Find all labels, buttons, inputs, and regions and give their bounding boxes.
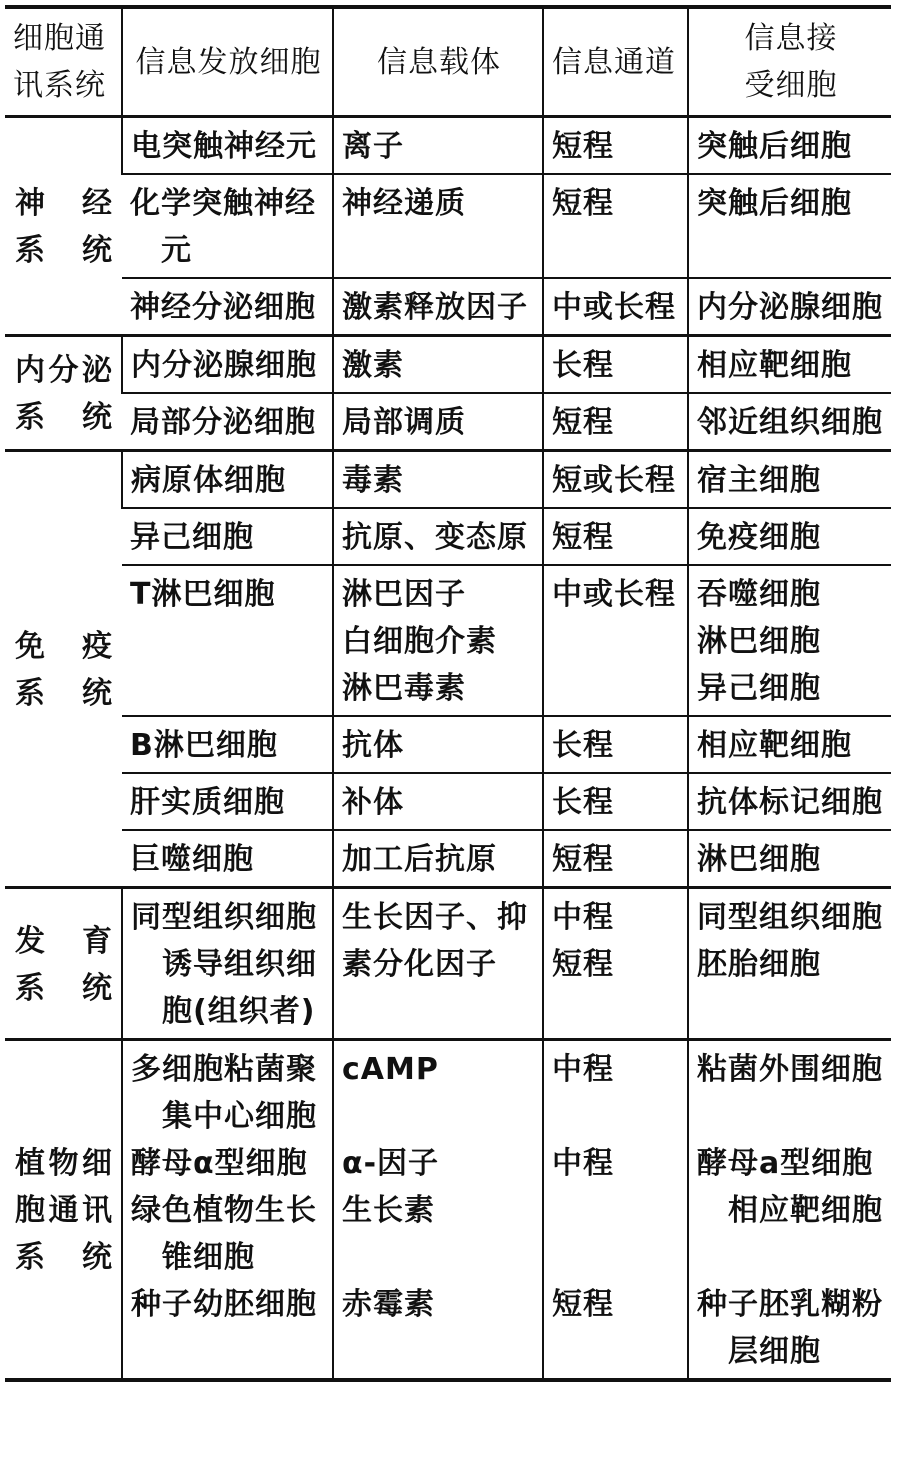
channel-line: 中程	[552, 1146, 614, 1181]
receiver-line: 淋巴细胞	[697, 842, 821, 877]
carrier-line: 生长因子、抑	[342, 900, 528, 935]
channel-line: 长程	[552, 348, 614, 383]
sender-cell	[122, 508, 333, 565]
receiver-line: 免疫细胞	[697, 520, 821, 555]
receiver-line: 相应靶细胞	[697, 1193, 883, 1228]
sender-line: 集中心细胞	[131, 1099, 317, 1134]
table-row	[5, 508, 891, 565]
sender-line: B淋巴细胞	[130, 728, 278, 763]
system-name-line: 胞通讯	[15, 1193, 113, 1228]
channel-line: 短程	[552, 520, 614, 555]
sender-line: 化学突触神经	[130, 186, 316, 221]
carrier-line: 神经递质	[342, 186, 466, 221]
receiver-cell	[688, 278, 891, 336]
sender-line: 内分泌腺细胞	[131, 348, 317, 383]
carrier-cell	[333, 508, 543, 565]
channel-line	[552, 1093, 681, 1140]
receiver-line: 酵母a型细胞	[697, 1146, 874, 1181]
sender-line: 病原体细胞	[131, 463, 286, 498]
channel-line: 中程	[552, 900, 614, 935]
header-sender	[122, 7, 333, 117]
system-name-line: 系 统	[15, 1240, 113, 1275]
header-receiver	[688, 7, 891, 117]
sender-line: 神经分泌细胞	[130, 290, 316, 325]
table-row	[5, 278, 891, 336]
system-name-line: 系 统	[15, 970, 113, 1006]
carrier-line: 淋巴毒素	[342, 671, 466, 706]
header-system-line: 讯系统	[13, 68, 106, 103]
carrier-line: 激素	[342, 348, 404, 383]
sender-line: 诱导组织细	[131, 947, 317, 982]
receiver-line: 相应靶细胞	[697, 348, 852, 383]
carrier-cell	[333, 773, 543, 830]
table-row	[5, 174, 891, 278]
receiver-cell	[688, 451, 891, 509]
carrier-line	[342, 1093, 536, 1140]
receiver-cell	[688, 174, 891, 278]
channel-line: 中或长程	[552, 290, 676, 325]
document	[5, 5, 891, 1382]
receiver-line: 相应靶细胞	[697, 728, 852, 763]
sender-cell	[122, 773, 333, 830]
sender-line: 种子幼胚细胞	[131, 1287, 317, 1322]
header-system-line: 细胞通	[13, 21, 106, 56]
receiver-line: 突触后细胞	[697, 186, 852, 221]
sender-line: 锥细胞	[131, 1240, 255, 1275]
channel-line: 短程	[552, 405, 614, 440]
table-row	[5, 773, 891, 830]
channel-line: 短程	[552, 947, 614, 982]
system-name-line: 植物细	[15, 1146, 113, 1181]
receiver-line: 淋巴细胞	[697, 624, 821, 659]
carrier-line: 白细胞介素	[342, 624, 497, 659]
sender-cell	[122, 174, 333, 278]
system-name-cell	[5, 117, 122, 336]
channel-line: 短程	[552, 186, 614, 221]
sender-cell	[122, 1040, 333, 1381]
channel-cell	[543, 451, 688, 509]
header-system	[5, 7, 122, 117]
carrier-cell	[333, 278, 543, 336]
receiver-line: 胚胎细胞	[697, 947, 821, 982]
system-name-line: 系 统	[15, 400, 113, 435]
receiver-line: 抗体标记细胞	[697, 785, 883, 820]
channel-cell	[543, 336, 688, 394]
system-name-line: 发 育	[15, 923, 113, 959]
sender-cell	[122, 451, 333, 509]
receiver-line: 层细胞	[697, 1334, 821, 1369]
carrier-line	[342, 1234, 536, 1281]
system-name-line: 免 疫	[15, 629, 113, 664]
sender-cell	[122, 565, 333, 716]
carrier-cell	[333, 888, 543, 1040]
sender-line: 肝实质细胞	[130, 785, 285, 820]
header-receiver-line: 信息接	[744, 21, 838, 56]
carrier-line: 加工后抗原	[342, 842, 497, 877]
carrier-line: 离子	[342, 129, 404, 164]
carrier-cell	[333, 117, 543, 175]
table-body	[5, 117, 891, 1381]
channel-line: 长程	[552, 728, 614, 763]
channel-cell	[543, 888, 688, 1040]
channel-line	[552, 1234, 681, 1281]
header-row	[5, 7, 891, 117]
sender-cell	[122, 888, 333, 1040]
system-name-cell	[5, 336, 122, 451]
header-carrier	[333, 7, 543, 117]
sender-cell	[122, 393, 333, 451]
system-name-cell	[5, 1040, 122, 1381]
sender-line: 绿色植物生长	[131, 1193, 317, 1228]
channel-cell	[543, 174, 688, 278]
system-name-cell	[5, 888, 122, 1040]
table-row	[5, 716, 891, 773]
sender-line: T淋巴细胞	[130, 577, 276, 612]
sender-cell	[122, 336, 333, 394]
table-row	[5, 393, 891, 451]
sender-line: 异己细胞	[130, 520, 254, 555]
receiver-line: 吞噬细胞	[697, 577, 821, 612]
system-name-line: 内分泌	[15, 353, 113, 388]
sender-cell	[122, 716, 333, 773]
receiver-cell	[688, 565, 891, 716]
table-row	[5, 336, 891, 394]
channel-cell	[543, 830, 688, 888]
receiver-line: 内分泌腺细胞	[697, 290, 883, 325]
channel-cell	[543, 117, 688, 175]
channel-line: 中程	[552, 1052, 614, 1087]
system-name-cell	[5, 451, 122, 888]
receiver-line: 同型组织细胞	[697, 900, 883, 935]
channel-line: 短程	[552, 1287, 614, 1322]
carrier-line: 局部调质	[342, 405, 466, 440]
header-channel	[543, 7, 688, 117]
channel-cell	[543, 773, 688, 830]
carrier-line: 激素释放因子	[342, 290, 528, 325]
carrier-line: 生长素	[342, 1193, 435, 1228]
carrier-cell	[333, 1040, 543, 1381]
table-row	[5, 117, 891, 175]
sender-line: 电突触神经元	[131, 129, 317, 164]
system-name-line: 系 统	[15, 676, 113, 711]
sender-cell	[122, 278, 333, 336]
channel-line: 短程	[552, 129, 614, 164]
channel-line: 中或长程	[552, 577, 676, 612]
carrier-cell	[333, 716, 543, 773]
table-row	[5, 1040, 891, 1381]
table-header	[5, 7, 891, 117]
header-channel-line: 信息通道	[552, 44, 676, 80]
channel-cell	[543, 393, 688, 451]
cell-communication-table	[5, 5, 891, 1382]
sender-cell	[122, 117, 333, 175]
channel-line: 短程	[552, 842, 614, 877]
carrier-cell	[333, 565, 543, 716]
table-row	[5, 451, 891, 509]
channel-cell	[543, 1040, 688, 1381]
receiver-line: 种子胚乳糊粉	[697, 1287, 883, 1322]
sender-line: 同型组织细胞	[131, 900, 317, 935]
carrier-line: cAMP	[342, 1052, 439, 1087]
sender-line: 巨噬细胞	[130, 842, 254, 877]
receiver-cell	[688, 336, 891, 394]
receiver-cell	[688, 830, 891, 888]
channel-cell	[543, 716, 688, 773]
receiver-line	[697, 1093, 885, 1140]
carrier-line: 赤霉素	[342, 1287, 435, 1322]
receiver-cell	[688, 888, 891, 1040]
sender-line: 胞(组织者)	[131, 994, 316, 1029]
receiver-cell	[688, 508, 891, 565]
carrier-cell	[333, 393, 543, 451]
carrier-cell	[333, 451, 543, 509]
carrier-cell	[333, 336, 543, 394]
carrier-line: 抗体	[342, 728, 404, 763]
table-row	[5, 888, 891, 1040]
carrier-line: 素分化因子	[342, 947, 497, 982]
carrier-line: 毒素	[342, 463, 404, 498]
receiver-line: 宿主细胞	[697, 463, 821, 498]
channel-cell	[543, 278, 688, 336]
table-row	[5, 565, 891, 716]
channel-line: 长程	[552, 785, 614, 820]
receiver-cell	[688, 773, 891, 830]
carrier-cell	[333, 174, 543, 278]
sender-line: 多细胞粘菌聚	[131, 1052, 317, 1087]
carrier-line: 补体	[342, 785, 404, 820]
header-receiver-line: 受细胞	[744, 68, 838, 103]
channel-line: 短或长程	[552, 463, 676, 498]
header-sender-line: 信息发放细胞	[135, 44, 322, 80]
carrier-cell	[333, 830, 543, 888]
receiver-cell	[688, 716, 891, 773]
sender-line: 酵母α型细胞	[131, 1146, 308, 1181]
header-carrier-line: 信息载体	[377, 44, 501, 80]
sender-line: 元	[130, 233, 192, 268]
sender-line: 局部分泌细胞	[130, 405, 316, 440]
system-name-line: 系 统	[15, 233, 113, 268]
carrier-line: α-因子	[342, 1146, 440, 1181]
channel-cell	[543, 508, 688, 565]
receiver-line: 粘菌外围细胞	[697, 1052, 883, 1087]
receiver-cell	[688, 1040, 891, 1381]
system-name-line: 神 经	[15, 186, 113, 221]
carrier-line: 淋巴因子	[342, 577, 466, 612]
sender-cell	[122, 830, 333, 888]
receiver-cell	[688, 393, 891, 451]
receiver-line: 邻近组织细胞	[697, 405, 883, 440]
receiver-line: 异己细胞	[697, 671, 821, 706]
channel-cell	[543, 565, 688, 716]
carrier-line: 抗原、变态原	[342, 520, 528, 555]
table-row	[5, 830, 891, 888]
receiver-line	[697, 1234, 885, 1281]
receiver-line: 突触后细胞	[697, 129, 852, 164]
channel-line	[552, 1187, 681, 1234]
receiver-cell	[688, 117, 891, 175]
